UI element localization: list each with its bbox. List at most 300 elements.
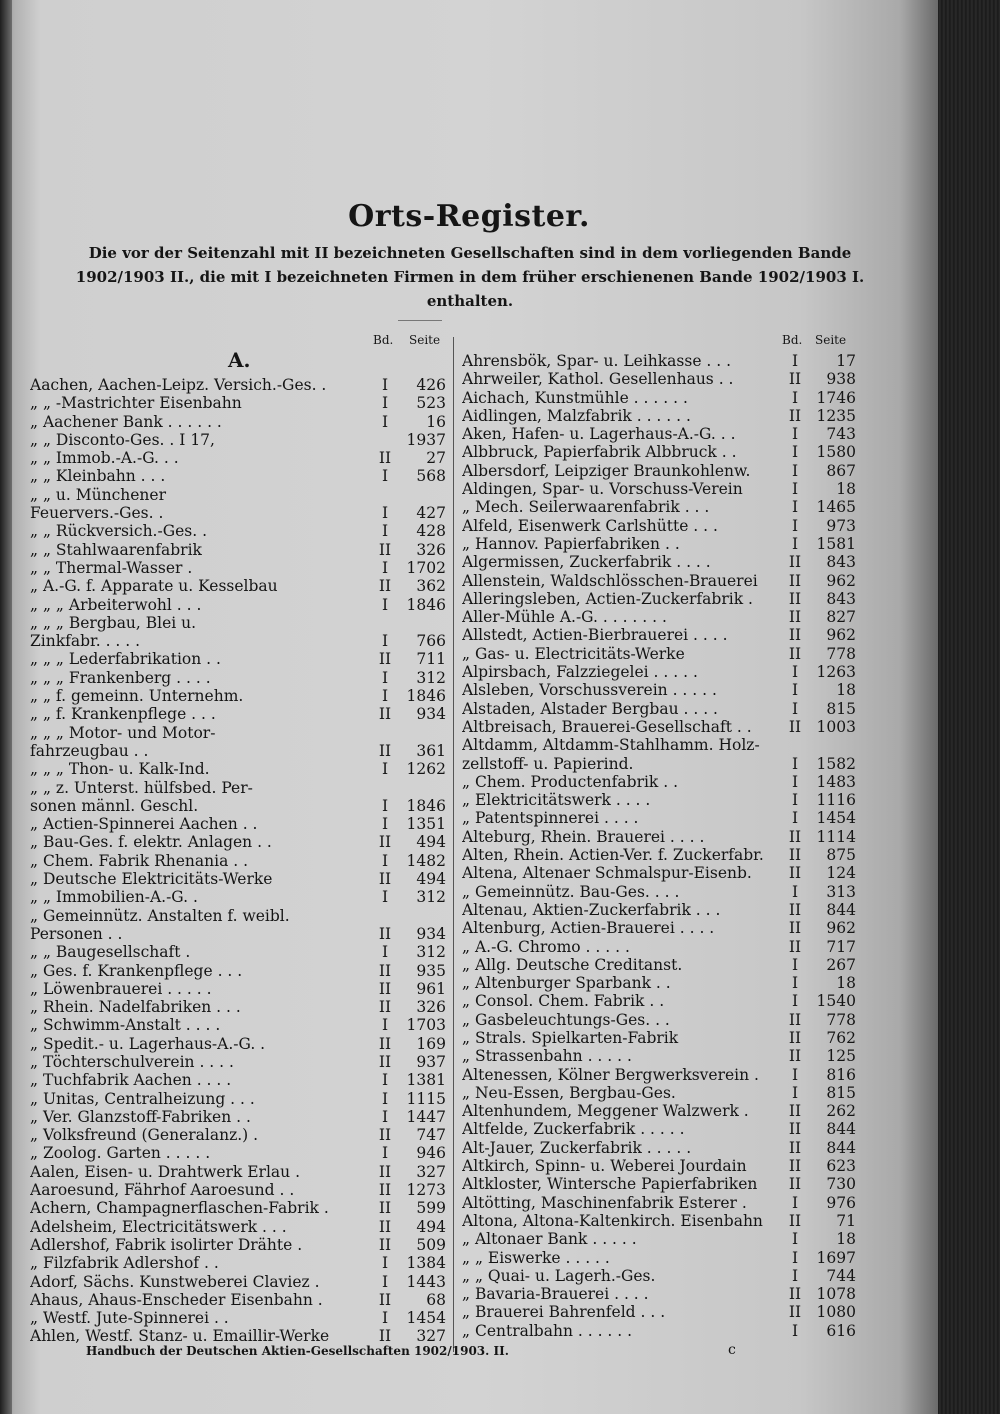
entry-volume: I: [791, 1230, 799, 1249]
register-entry: [30, 522, 446, 540]
register-entry: [30, 1144, 446, 1162]
register-entry: [30, 376, 446, 394]
entry-page: 867: [826, 461, 856, 480]
entry-name: Zinkfabr. . . . .: [30, 632, 141, 651]
register-entry: [30, 705, 446, 723]
entry-volume: II: [788, 589, 802, 608]
entry-page: 935: [416, 961, 446, 980]
entry-page: 494: [416, 870, 446, 889]
entry-name: Ahrensbök, Spar- u. Leihkasse . . .: [462, 352, 732, 370]
register-entry: [462, 1157, 856, 1175]
entry-name: „ Altonaer Bank . . . . .: [462, 1230, 637, 1249]
entry-volume: II: [378, 1235, 392, 1254]
entry-name: Allstedt, Actien-Bierbrauerei . . . .: [462, 626, 728, 645]
entry-volume: I: [381, 1254, 389, 1273]
entry-volume: II: [788, 1028, 802, 1047]
register-entry: [30, 413, 446, 431]
entry-name: „ Consol. Chem. Fabrik . .: [462, 992, 665, 1011]
entry-name: „ „ Thermal-Wasser .: [30, 558, 193, 577]
entry-page: 778: [826, 644, 856, 663]
entry-page: 312: [416, 668, 446, 687]
column-header-seite-left: Seite: [409, 333, 441, 347]
column-header-bd-right: Bd.: [782, 333, 803, 347]
entry-volume: II: [788, 406, 802, 425]
entry-page: 18: [836, 480, 856, 499]
register-entry: [30, 815, 446, 833]
entry-volume: I: [791, 352, 799, 370]
page-stack-edge: [938, 0, 1000, 1414]
register-entry: [30, 1090, 446, 1108]
register-entry: [30, 742, 446, 760]
register-entry: [30, 577, 446, 595]
entry-volume: II: [378, 577, 392, 596]
entry-page: 124: [826, 864, 856, 883]
register-entry: [30, 1126, 446, 1144]
entry-volume: II: [378, 979, 392, 998]
entry-page: 934: [416, 705, 446, 724]
entry-name: „ Volksfreund (Generalanz.) .: [30, 1126, 259, 1145]
register-entry: [30, 962, 446, 980]
entry-name: Aichach, Kunstmühle . . . . . .: [462, 388, 688, 407]
entry-volume: II: [788, 1102, 802, 1121]
register-column-right: [462, 352, 856, 1340]
register-column-left: [30, 376, 446, 1346]
entry-page: 1263: [816, 663, 856, 682]
entry-name: Aller-Mühle A.-G. . . . . . . .: [462, 608, 667, 627]
entry-name: „ Bavaria-Brauerei . . . .: [462, 1285, 649, 1304]
entry-page: 843: [826, 553, 856, 572]
entry-page: 962: [826, 626, 856, 645]
entry-volume: II: [788, 1211, 802, 1230]
register-entry: [462, 828, 856, 846]
entry-volume: II: [378, 998, 392, 1017]
register-entry: [30, 870, 446, 888]
entry-volume: II: [788, 644, 802, 663]
entry-page: 68: [426, 1290, 446, 1309]
entry-page: 1235: [816, 406, 856, 425]
entry-name: „ Chem. Fabrik Rhenania . .: [30, 851, 249, 870]
entry-page: 962: [826, 571, 856, 590]
entry-page: 934: [416, 924, 446, 943]
register-entry: [30, 1309, 446, 1327]
entry-name: Altena, Altenaer Schmalspur-Eisenb.: [462, 864, 752, 883]
entry-volume: I: [381, 687, 389, 706]
register-entry: [462, 1029, 856, 1047]
entry-page: 18: [836, 974, 856, 993]
register-entry: [462, 517, 856, 535]
entry-name: Aalen, Eisen- u. Drahtwerk Erlau .: [30, 1162, 301, 1181]
register-entry: [30, 724, 446, 742]
entry-page: 361: [416, 741, 446, 760]
entry-volume: I: [791, 425, 799, 444]
entry-name: „ Rhein. Nadelfabriken . . .: [30, 998, 241, 1017]
register-entry: [462, 645, 856, 663]
entry-page: 426: [416, 376, 446, 394]
register-entry: [30, 1327, 446, 1345]
entry-name: fahrzeugbau . .: [30, 741, 149, 760]
entry-volume: II: [378, 1181, 392, 1200]
entry-volume: II: [788, 900, 802, 919]
entry-name: „ Altenburger Sparbank . .: [462, 974, 671, 993]
entry-name: „ Filzfabrik Adlershof . .: [30, 1254, 219, 1273]
column-divider: [453, 337, 454, 1352]
entry-volume: II: [788, 827, 802, 846]
register-entry: [462, 1084, 856, 1102]
entry-name: „ „ „ Bergbau, Blei u.: [30, 613, 197, 632]
entry-page: 1937: [406, 430, 446, 449]
register-entry: [30, 486, 446, 504]
entry-name: „ „ f. gemeinn. Unternehm.: [30, 687, 244, 706]
entry-name: „ A.-G. Chromo . . . . .: [462, 937, 630, 956]
entry-name: zellstoff- u. Papierind.: [462, 754, 634, 773]
entry-volume: II: [378, 961, 392, 980]
entry-name: Alt-Jauer, Zuckerfabrik . . . . .: [462, 1138, 692, 1157]
entry-name: „ Schwimm-Anstalt . . . .: [30, 1016, 221, 1035]
entry-volume: I: [791, 1248, 799, 1267]
entry-page: 327: [416, 1162, 446, 1181]
entry-page: 844: [826, 1120, 856, 1139]
entry-name: „ Centralbahn . . . . . .: [462, 1321, 633, 1340]
entry-name: „ „ „ Lederfabrikation . .: [30, 650, 221, 669]
entry-name: „ „ f. Krankenpflege . . .: [30, 705, 216, 724]
register-entry: [462, 919, 856, 937]
entry-page: 428: [416, 522, 446, 541]
entry-name: „ „ „ Motor- und Motor-: [30, 723, 216, 742]
entry-name: „ Westf. Jute-Spinnerei . .: [30, 1309, 229, 1328]
entry-volume: I: [791, 388, 799, 407]
register-entry: [462, 846, 856, 864]
register-entry: [30, 907, 446, 925]
register-entry: [462, 1102, 856, 1120]
entry-page: 1483: [816, 772, 856, 791]
entry-page: 744: [826, 1266, 856, 1285]
register-entry: [30, 467, 446, 485]
register-entry: [462, 1175, 856, 1193]
entry-page: 1454: [816, 809, 856, 828]
entry-page: 494: [416, 1217, 446, 1236]
entry-page: 961: [416, 979, 446, 998]
entry-volume: II: [378, 449, 392, 468]
register-entry: [30, 888, 446, 906]
register-entry: [462, 370, 856, 388]
entry-volume: II: [788, 717, 802, 736]
entry-name: „ „ Disconto-Ges. . I 17,: [30, 430, 215, 449]
entry-volume: II: [788, 864, 802, 883]
register-entry: [462, 425, 856, 443]
rule: [398, 320, 442, 321]
entry-volume: I: [381, 1071, 389, 1090]
entry-volume: I: [381, 504, 389, 523]
entry-volume: I: [791, 882, 799, 901]
entry-volume: II: [378, 1162, 392, 1181]
entry-name: Alleringsleben, Actien-Zuckerfabrik .: [462, 589, 753, 608]
entry-name: „ „ Kleinbahn . . .: [30, 467, 166, 486]
entry-volume: I: [381, 760, 389, 779]
entry-page: 937: [416, 1052, 446, 1071]
entry-volume: II: [378, 540, 392, 559]
entry-name: Altenhundem, Meggener Walzwerk .: [462, 1102, 749, 1121]
register-entry: [462, 681, 856, 699]
register-entry: [30, 1254, 446, 1272]
register-entry: [462, 535, 856, 553]
entry-page: 1003: [816, 717, 856, 736]
entry-name: Personen . .: [30, 924, 123, 943]
entry-volume: I: [381, 1144, 389, 1163]
entry-volume: II: [378, 1290, 392, 1309]
entry-page: 844: [826, 900, 856, 919]
register-entry: [30, 1291, 446, 1309]
entry-name: „ „ „ Thon- u. Kalk-Ind.: [30, 760, 210, 779]
entry-page: 362: [416, 577, 446, 596]
entry-volume: II: [788, 1175, 802, 1194]
entry-name: „ Gemeinnütz. Anstalten f. weibl.: [30, 906, 290, 925]
entry-page: 1262: [406, 760, 446, 779]
entry-volume: II: [788, 1157, 802, 1176]
entry-volume: I: [381, 888, 389, 907]
register-entry: [462, 1194, 856, 1212]
page-title: Orts-Register.: [348, 199, 590, 234]
entry-volume: II: [788, 370, 802, 389]
entry-page: 973: [826, 516, 856, 535]
register-entry: [462, 443, 856, 461]
page-footer: Handbuch der Deutschen Aktien-Gesellschaften 1902/1903. II.: [86, 1344, 509, 1358]
register-entry: [462, 700, 856, 718]
entry-name: Adorf, Sächs. Kunstweberei Claviez .: [30, 1272, 320, 1291]
entry-volume: I: [791, 681, 799, 700]
entry-name: Altona, Altona-Kaltenkirch. Eisenbahn: [462, 1211, 763, 1230]
register-entry: [462, 864, 856, 882]
register-entry: [462, 480, 856, 498]
entry-page: 1746: [816, 388, 856, 407]
entry-page: 312: [416, 943, 446, 962]
register-entry: [462, 901, 856, 919]
entry-volume: I: [381, 1309, 389, 1328]
entry-volume: I: [791, 663, 799, 682]
intro-line: 1902/1903 II., die mit I bezeichneten Firmen in dem früher erschienenen Bande 1902/1903 I.: [75, 268, 865, 286]
register-entry: [30, 980, 446, 998]
entry-page: 125: [826, 1047, 856, 1066]
register-entry: [30, 1199, 446, 1217]
entry-name: „ Spedit.- u. Lagerhaus-A.-G. .: [30, 1034, 266, 1053]
register-entry: [30, 1218, 446, 1236]
entry-name: sonen männl. Geschl.: [30, 796, 199, 815]
register-entry: [30, 650, 446, 668]
entry-volume: II: [378, 741, 392, 760]
entry-page: 568: [416, 467, 446, 486]
entry-page: 18: [836, 681, 856, 700]
intro-line: enthalten.: [426, 292, 514, 310]
entry-name: „ Aachener Bank . . . . . .: [30, 412, 222, 431]
register-entry: [462, 1120, 856, 1138]
register-entry: [462, 1249, 856, 1267]
register-entry: [462, 718, 856, 736]
register-entry: [30, 541, 446, 559]
entry-name: „ „ Quai- u. Lagerh.-Ges.: [462, 1266, 656, 1285]
entry-name: „ A.-G. f. Apparate u. Kesselbau: [30, 577, 278, 596]
intro-line: Die vor der Seitenzahl mit II bezeichneten Gesellschaften sind in dem vorliegenden Bande: [88, 244, 852, 262]
entry-volume: II: [788, 919, 802, 938]
entry-volume: I: [381, 412, 389, 431]
entry-page: 843: [826, 589, 856, 608]
register-entry: [462, 572, 856, 590]
entry-volume: I: [381, 376, 389, 394]
entry-name: Ahrweiler, Kathol. Gesellenhaus . .: [462, 370, 734, 389]
entry-page: 717: [826, 937, 856, 956]
entry-name: „ Neu-Essen, Bergbau-Ges.: [462, 1083, 676, 1102]
entry-name: Altenburg, Actien-Brauerei . . . .: [462, 919, 715, 938]
entry-name: „ Ges. f. Krankenpflege . . .: [30, 961, 243, 980]
register-entry: [462, 1267, 856, 1285]
entry-name: „ „ Stahlwaarenfabrik: [30, 540, 202, 559]
entry-name: „ Gasbeleuchtungs-Ges. . .: [462, 1010, 670, 1029]
entry-page: 1381: [406, 1071, 446, 1090]
entry-volume: II: [788, 1303, 802, 1322]
entry-page: 1114: [816, 827, 856, 846]
entry-volume: I: [791, 955, 799, 974]
entry-page: 494: [416, 833, 446, 852]
entry-page: 18: [836, 1230, 856, 1249]
entry-volume: I: [791, 534, 799, 553]
entry-page: 1447: [406, 1107, 446, 1126]
section-letter: A.: [228, 348, 251, 372]
entry-volume: I: [791, 480, 799, 499]
entry-name: Altfelde, Zuckerfabrik . . . . .: [462, 1120, 685, 1139]
entry-page: 1702: [406, 558, 446, 577]
entry-volume: I: [791, 516, 799, 535]
entry-name: Albersdorf, Leipziger Braunkohlenw.: [462, 461, 751, 480]
register-entry: [30, 1181, 446, 1199]
register-entry: [462, 1047, 856, 1065]
register-entry: [462, 1011, 856, 1029]
entry-name: Alsleben, Vorschussverein . . . . .: [462, 681, 717, 700]
entry-volume: II: [378, 1126, 392, 1145]
entry-volume: I: [791, 1321, 799, 1340]
entry-volume: II: [788, 937, 802, 956]
entry-name: Allenstein, Waldschlösschen-Brauerei: [462, 571, 758, 590]
entry-page: 1384: [406, 1254, 446, 1273]
entry-page: 1482: [406, 851, 446, 870]
entry-name: Algermissen, Zuckerfabrik . . . .: [462, 553, 711, 572]
entry-name: „ Löwenbrauerei . . . . .: [30, 979, 212, 998]
entry-name: „ Brauerei Bahrenfeld . . .: [462, 1303, 666, 1322]
entry-name: „ Patentspinnerei . . . .: [462, 809, 639, 828]
entry-name: „ Töchterschulverein . . . .: [30, 1052, 234, 1071]
entry-volume: II: [788, 846, 802, 865]
entry-page: 766: [416, 632, 446, 651]
entry-volume: I: [381, 1107, 389, 1126]
register-entry: [30, 669, 446, 687]
register-entry: [462, 1066, 856, 1084]
entry-volume: II: [378, 1217, 392, 1236]
entry-volume: I: [791, 772, 799, 791]
entry-page: 71: [836, 1211, 856, 1230]
entry-name: Feuervers.-Ges. .: [30, 504, 164, 523]
entry-name: Aachen, Aachen-Leipz. Versich.-Ges. .: [30, 376, 327, 394]
entry-name: „ „ „ Frankenberg . . . .: [30, 668, 211, 687]
entry-volume: I: [381, 595, 389, 614]
entry-name: „ „ Rückversich.-Ges. .: [30, 522, 208, 541]
entry-volume: II: [378, 833, 392, 852]
register-entry: [30, 1236, 446, 1254]
entry-page: 312: [416, 888, 446, 907]
register-entry: [462, 626, 856, 644]
entry-volume: I: [791, 461, 799, 480]
entry-volume: I: [381, 1016, 389, 1035]
entry-name: Aken, Hafen- u. Lagerhaus-A.-G. . .: [462, 425, 736, 444]
entry-name: Aldingen, Spar- u. Vorschuss-Verein: [462, 480, 743, 499]
entry-volume: I: [791, 1193, 799, 1212]
register-entry: [462, 1322, 856, 1340]
entry-name: „ „ „ Arbeiterwohl . . .: [30, 595, 202, 614]
register-entry: [30, 394, 446, 412]
entry-page: 169: [416, 1034, 446, 1053]
entry-name: „ „ u. Münchener: [30, 485, 166, 504]
entry-volume: I: [381, 1272, 389, 1291]
entry-page: 815: [826, 699, 856, 718]
entry-name: Alpirsbach, Falzziegelei . . . . .: [462, 663, 698, 682]
register-entry: [462, 553, 856, 571]
register-entry: [462, 1139, 856, 1157]
entry-volume: I: [791, 809, 799, 828]
entry-name: Alstaden, Alstader Bergbau . . . .: [462, 699, 718, 718]
entry-volume: II: [788, 553, 802, 572]
column-header-bd-left: Bd.: [373, 333, 394, 347]
entry-name: Altenau, Aktien-Zuckerfabrik . . .: [462, 900, 721, 919]
register-entry: [30, 1035, 446, 1053]
entry-name: Alten, Rhein. Actien-Ver. f. Zuckerfabr.: [462, 846, 764, 865]
entry-name: Alfeld, Eisenwerk Carlshütte . . .: [462, 516, 718, 535]
entry-volume: II: [378, 1034, 392, 1053]
entry-name: „ Actien-Spinnerei Aachen . .: [30, 815, 258, 834]
entry-volume: II: [788, 1010, 802, 1029]
register-entry: [462, 791, 856, 809]
register-entry: [462, 498, 856, 516]
entry-volume: I: [381, 851, 389, 870]
entry-name: „ Hannov. Papierfabriken . .: [462, 534, 680, 553]
entry-volume: I: [381, 815, 389, 834]
entry-name: „ Unitas, Centralheizung . . .: [30, 1089, 255, 1108]
register-entry: [30, 779, 446, 797]
entry-volume: I: [791, 443, 799, 462]
entry-page: 827: [826, 608, 856, 627]
register-entry: [30, 943, 446, 961]
register-entry: [462, 590, 856, 608]
entry-volume: II: [788, 626, 802, 645]
entry-page: 743: [826, 425, 856, 444]
entry-volume: I: [791, 791, 799, 810]
entry-name: „ Gas- u. Electricitäts-Werke: [462, 644, 685, 663]
register-entry: [462, 1230, 856, 1248]
entry-page: 1703: [406, 1016, 446, 1035]
entry-volume: I: [381, 796, 389, 815]
entry-name: Altdamm, Altdamm-Stahlhamm. Holz-: [462, 736, 760, 755]
entry-page: 1846: [406, 796, 446, 815]
entry-page: 623: [826, 1157, 856, 1176]
entry-name: „ Allg. Deutsche Creditanst.: [462, 955, 683, 974]
entry-volume: I: [381, 1089, 389, 1108]
entry-volume: I: [381, 632, 389, 651]
register-entry: [30, 1016, 446, 1034]
register-entry: [462, 663, 856, 681]
entry-page: 816: [826, 1065, 856, 1084]
entry-name: Altbreisach, Brauerei-Gesellschaft . .: [462, 717, 752, 736]
entry-name: „ „ z. Unterst. hülfsbed. Per-: [30, 778, 253, 797]
entry-volume: I: [791, 498, 799, 517]
entry-page: 427: [416, 504, 446, 523]
entry-volume: II: [378, 705, 392, 724]
register-entry: [30, 687, 446, 705]
entry-page: 1443: [406, 1272, 446, 1291]
